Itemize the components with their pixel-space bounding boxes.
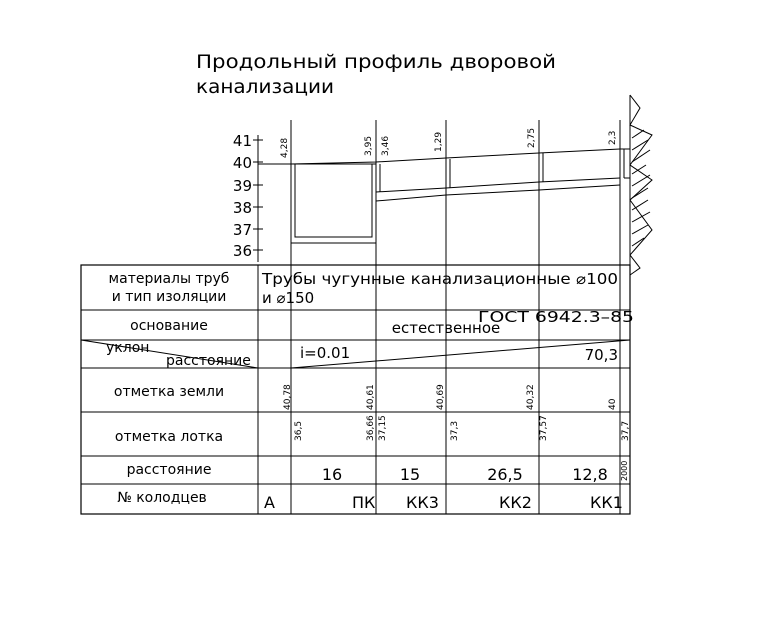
distance-value: 12,8 (572, 465, 608, 484)
base-label: основание (130, 318, 208, 334)
slope-distance-value: 70,3 (584, 346, 618, 364)
well-number: А (264, 493, 275, 512)
axis-tick-36: 36 (232, 242, 252, 260)
well-number: ПК (352, 493, 376, 512)
wells-label: № колодцев (117, 490, 207, 506)
ground-elevation-value: 40,69 (436, 384, 446, 410)
profile-graphic (258, 95, 652, 514)
well-a-shaft (291, 164, 376, 243)
slope-label: уклон (106, 340, 150, 356)
materials-value-2: и ⌀150 (262, 289, 315, 307)
depth-label: 2,3 (608, 130, 618, 145)
depth-label: 2,75 (527, 127, 537, 148)
well-number: КК2 (499, 493, 532, 512)
distance-value: 26,5 (487, 465, 523, 484)
slope-distance-label: расстояние (166, 353, 251, 369)
depth-label: 3,95 (364, 135, 374, 156)
materials-label-1: материалы труб (108, 271, 230, 287)
ground-elevation-value: 40 (608, 398, 618, 410)
elevation-axis (233, 132, 263, 262)
materials-label-2: и тип изоляции (111, 289, 227, 305)
depth-label: 4,28 (280, 137, 290, 158)
tray-elevation-value: 37,15 (378, 415, 388, 441)
title-line-2: канализации (196, 76, 334, 98)
ground-elevation-label: отметка земли (113, 384, 225, 400)
axis-tick-40: 40 (232, 154, 252, 172)
profile-table (81, 265, 634, 514)
depth-label: 3,46 (381, 135, 391, 156)
base-value: естественное (391, 319, 501, 337)
well-number: КК1 (590, 493, 623, 512)
tray-elevation-value: 37,57 (539, 415, 549, 441)
ground-elevation-value: 40,61 (366, 384, 376, 410)
materials-value-1: Трубы чугунные канализационные ⌀100 (260, 270, 618, 288)
tray-elevation-value: 37,3 (450, 420, 460, 441)
axis-tick-39: 39 (232, 177, 252, 195)
ground-line (258, 149, 630, 164)
well-number: КК3 (406, 493, 439, 512)
distance-value: 16 (321, 465, 343, 484)
well-a-inner (295, 164, 372, 237)
distance-extra-value: 2000 (620, 460, 629, 481)
tray-elevation-value: 37,7 (621, 420, 631, 441)
distance-label: расстояние (126, 462, 212, 478)
title-line-1: Продольный профиль дворовой (196, 51, 556, 73)
tray-elevation-value: 36,66 (366, 415, 376, 441)
axis-tick-37: 37 (232, 221, 252, 239)
gost-label: ГОСТ 6942.3–85 (478, 308, 634, 326)
axis-tick-41: 41 (232, 132, 252, 150)
tray-elevation-value: 36,5 (294, 420, 304, 441)
depth-label: 1,29 (434, 131, 444, 152)
distance-value: 15 (399, 465, 421, 484)
slope-value: i=0.01 (300, 344, 351, 362)
tray-elevation-label: отметка лотка (114, 429, 224, 445)
ground-elevation-value: 40,78 (283, 384, 293, 410)
ground-elevation-value: 40,32 (526, 384, 536, 410)
axis-tick-38: 38 (232, 199, 252, 217)
